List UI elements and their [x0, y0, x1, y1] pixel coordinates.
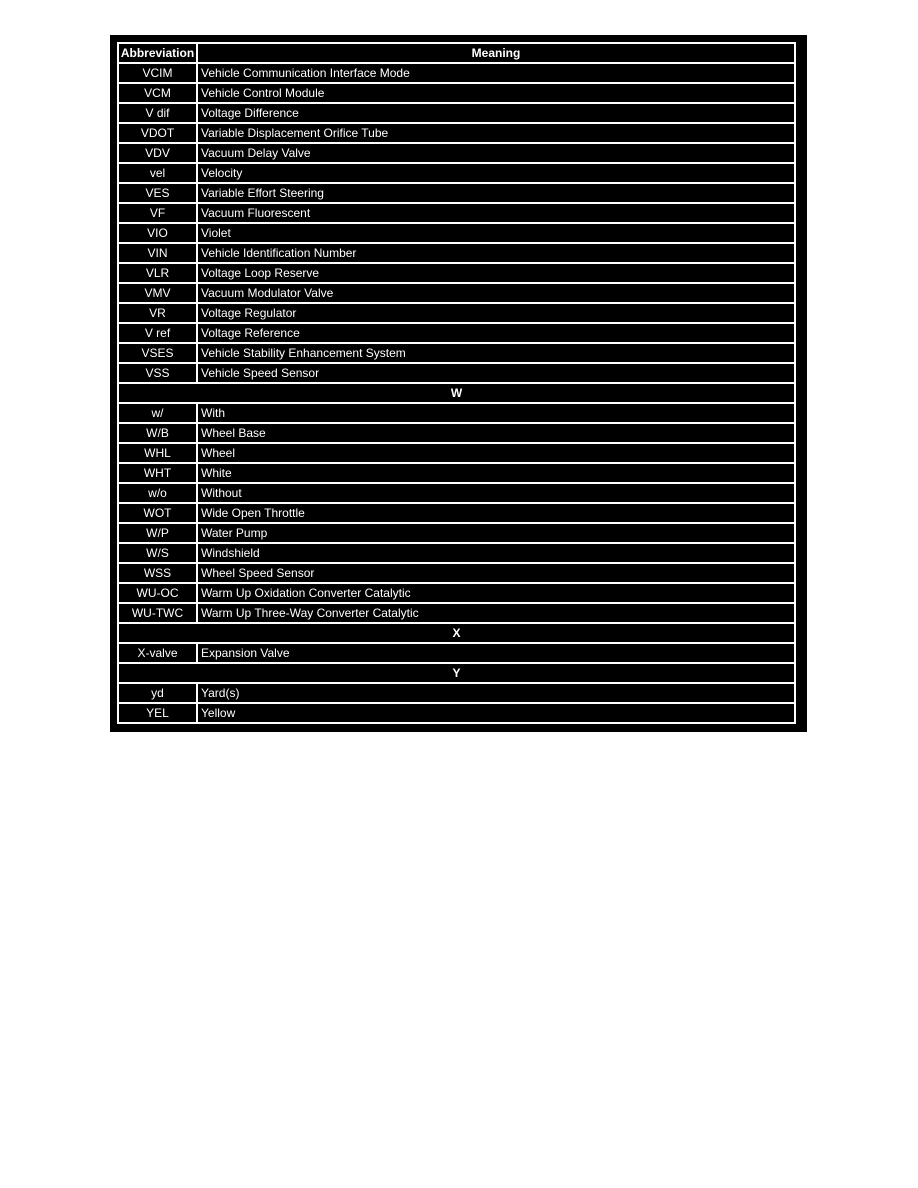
meaning-cell: Voltage Regulator	[201, 306, 297, 320]
abbreviation-cell: VIO	[119, 224, 198, 242]
meaning-cell: Windshield	[201, 546, 260, 560]
table-row	[117, 524, 796, 544]
abbreviation-cell: W/S	[119, 544, 198, 562]
table-grid	[117, 42, 796, 724]
table-row	[117, 584, 796, 604]
table-row	[117, 124, 796, 144]
table-row	[117, 644, 796, 664]
abbreviation-cell: VSES	[119, 344, 198, 362]
abbreviation-cell: VDV	[119, 144, 198, 162]
table-row	[117, 424, 796, 444]
meaning-cell: Variable Effort Steering	[201, 186, 324, 200]
abbreviation-cell: vel	[119, 164, 198, 182]
table-row	[117, 284, 796, 304]
abbreviation-cell: W/B	[119, 424, 198, 442]
table-row	[117, 224, 796, 244]
abbreviation-cell: YEL	[119, 704, 198, 722]
table-header-row	[117, 44, 796, 64]
meaning-cell: With	[201, 406, 225, 420]
abbreviation-cell: V dif	[119, 104, 198, 122]
meaning-cell: Vehicle Communication Interface Mode	[201, 66, 410, 80]
meaning-cell: Vehicle Identification Number	[201, 246, 357, 260]
table-row	[117, 544, 796, 564]
meaning-cell: Vehicle Stability Enhancement System	[201, 346, 406, 360]
meaning-cell: Expansion Valve	[201, 646, 290, 660]
abbreviation-cell: VCIM	[119, 64, 198, 82]
meaning-cell: Wheel Speed Sensor	[201, 566, 315, 580]
header-abbreviation: Abbreviation	[119, 44, 198, 62]
section-letter: W	[450, 386, 463, 400]
meaning-cell: Vacuum Delay Valve	[201, 146, 311, 160]
abbreviation-cell: X-valve	[119, 644, 198, 662]
abbreviation-cell: yd	[119, 684, 198, 702]
table-row	[117, 244, 796, 264]
meaning-cell: Water Pump	[201, 526, 268, 540]
meaning-cell: Wheel Base	[201, 426, 266, 440]
abbreviation-cell: VR	[119, 304, 198, 322]
table-row	[117, 264, 796, 284]
abbreviation-cell: w/o	[119, 484, 198, 502]
abbreviation-cell: VLR	[119, 264, 198, 282]
table-row	[117, 344, 796, 364]
table-row	[117, 144, 796, 164]
abbreviation-cell: WHL	[119, 444, 198, 462]
table-row	[117, 324, 796, 344]
table-row	[117, 204, 796, 224]
abbreviation-cell: WU-OC	[119, 584, 198, 602]
table-row	[117, 704, 796, 724]
table-row	[117, 464, 796, 484]
section-header-row	[117, 664, 796, 684]
abbreviation-cell: VMV	[119, 284, 198, 302]
meaning-cell: Wheel	[201, 446, 236, 460]
meaning-cell: White	[201, 466, 232, 480]
meaning-cell: Vehicle Speed Sensor	[201, 366, 320, 380]
table-row	[117, 364, 796, 384]
meaning-cell: Vacuum Fluorescent	[201, 206, 311, 220]
meaning-cell: Violet	[201, 226, 231, 240]
abbreviation-cell: WU-TWC	[119, 604, 198, 622]
meaning-cell: Velocity	[201, 166, 243, 180]
abbreviation-cell: V ref	[119, 324, 198, 342]
table-row	[117, 404, 796, 424]
table-row	[117, 504, 796, 524]
meaning-cell: Warm Up Oxidation Converter Catalytic	[201, 586, 411, 600]
abbreviation-cell: VDOT	[119, 124, 198, 142]
abbreviation-cell: VIN	[119, 244, 198, 262]
table-row	[117, 84, 796, 104]
section-letter: X	[452, 626, 461, 640]
abbreviation-cell: VF	[119, 204, 198, 222]
abbreviation-cell: WHT	[119, 464, 198, 482]
abbreviation-cell: VSS	[119, 364, 198, 382]
meaning-cell: Voltage Reference	[201, 326, 300, 340]
table-row	[117, 164, 796, 184]
table-row	[117, 304, 796, 324]
header-meaning: Meaning	[471, 46, 521, 60]
table-row	[117, 184, 796, 204]
table-row	[117, 484, 796, 504]
abbreviation-table	[110, 35, 807, 732]
meaning-cell: Yellow	[201, 706, 236, 720]
meaning-cell: Without	[201, 486, 242, 500]
meaning-cell: Vehicle Control Module	[201, 86, 325, 100]
abbreviation-cell: VES	[119, 184, 198, 202]
section-header-row	[117, 384, 796, 404]
abbreviation-cell: WOT	[119, 504, 198, 522]
meaning-cell: Vacuum Modulator Valve	[201, 286, 334, 300]
meaning-cell: Warm Up Three-Way Converter Catalytic	[201, 606, 419, 620]
table-row	[117, 604, 796, 624]
meaning-cell: Variable Displacement Orifice Tube	[201, 126, 389, 140]
meaning-cell: Wide Open Throttle	[201, 506, 305, 520]
table-row	[117, 444, 796, 464]
table-row	[117, 564, 796, 584]
meaning-cell: Voltage Difference	[201, 106, 299, 120]
table-row	[117, 684, 796, 704]
table-row	[117, 104, 796, 124]
section-header-row	[117, 624, 796, 644]
abbreviation-cell: WSS	[119, 564, 198, 582]
abbreviation-cell: w/	[119, 404, 198, 422]
meaning-cell: Voltage Loop Reserve	[201, 266, 320, 280]
abbreviation-cell: VCM	[119, 84, 198, 102]
section-letter: Y	[452, 666, 461, 680]
table-row	[117, 64, 796, 84]
abbreviation-cell: W/P	[119, 524, 198, 542]
meaning-cell: Yard(s)	[201, 686, 240, 700]
